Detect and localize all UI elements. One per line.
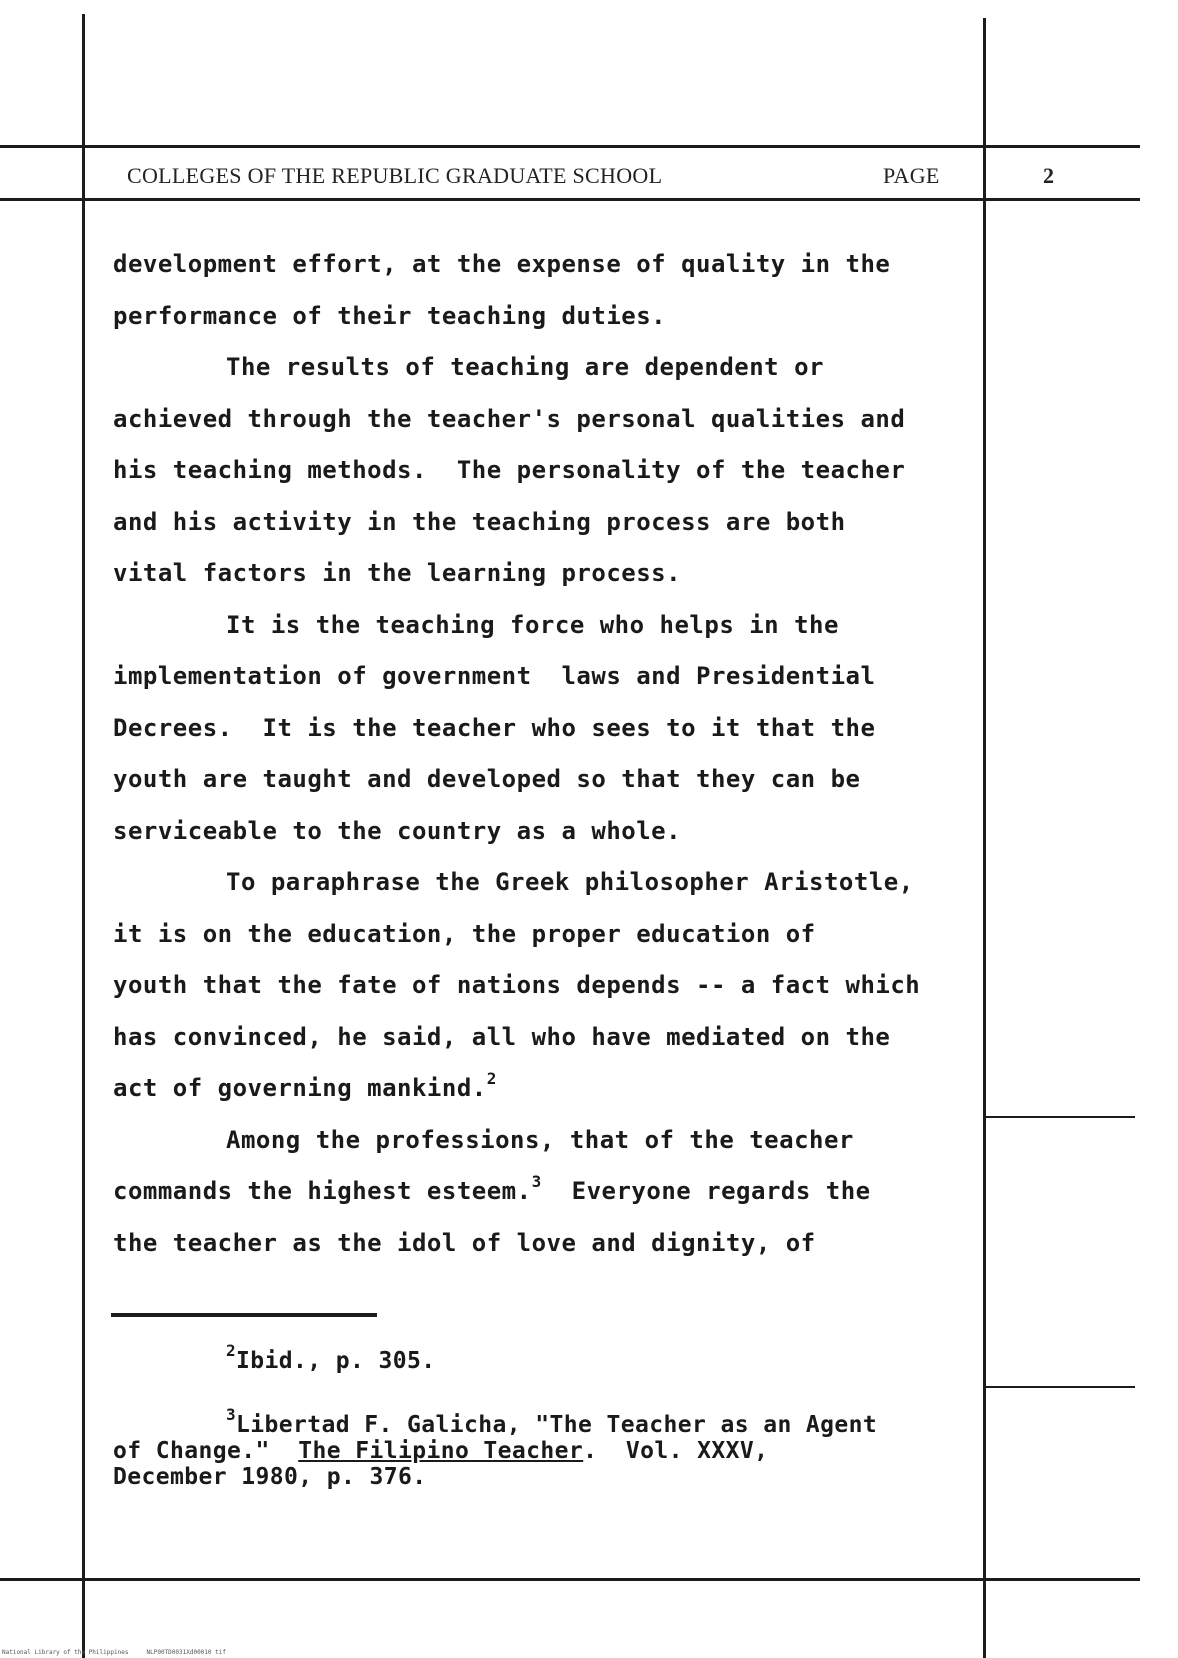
body-line-9: implementation of government laws and Presidential — [113, 662, 876, 690]
body-line-12: serviceable to the country as a whole. — [113, 817, 682, 845]
body-line-11: youth are taught and developed so that they can be — [113, 765, 861, 793]
body-line-17 — [113, 1069, 497, 1102]
body-line-10: Decrees. It is the teacher who sees to it that the — [113, 714, 876, 742]
body-line-17-text: act of governing mankind. — [113, 1074, 487, 1102]
footnote-2-text: Ibid., p. 305. — [236, 1348, 436, 1374]
footnote-3-marker: 3 — [226, 1405, 237, 1424]
body-line-1: development effort, at the expense of quality in the — [113, 250, 891, 278]
page-header-label: PAGE — [883, 163, 940, 188]
page-number: 2 — [1043, 163, 1054, 188]
footnote-3-line-3: December 1980, p. 376. — [113, 1464, 427, 1490]
footnote-2-marker: 2 — [226, 1341, 237, 1360]
right-column-rule-lower — [985, 1386, 1135, 1388]
body-line-19-tail: Everyone regards the — [541, 1177, 871, 1205]
body-line-14: it is on the education, the proper education of — [113, 920, 816, 948]
footnote-3-journal-title: The Filipino Teacher — [298, 1438, 584, 1464]
body-line-19-text: commands the highest esteem. — [113, 1177, 532, 1205]
body-line-5: his teaching methods. The personality of the teacher — [113, 456, 906, 484]
body-line-3: The results of teaching are dependent or — [226, 353, 824, 381]
footnote-3-line-2b: . Vol. XXXV, — [583, 1438, 769, 1464]
footer-rule — [0, 1578, 1140, 1581]
footnote-ref-3: 3 — [531, 1172, 542, 1191]
page-header-title: COLLEGES OF THE REPUBLIC GRADUATE SCHOOL — [127, 163, 663, 188]
body-line-2: performance of their teaching duties. — [113, 302, 667, 330]
body-line-18: Among the professions, that of the teacher — [226, 1126, 854, 1154]
body-line-20: the teacher as the idol of love and dignity, of — [113, 1229, 816, 1257]
footnote-3-line-2a: of Change." — [113, 1438, 299, 1464]
right-column-rule-upper — [985, 1116, 1135, 1118]
header-top-rule — [0, 145, 1140, 148]
body-line-15: youth that the fate of nations depends -- a fact which — [113, 971, 921, 999]
body-line-8: It is the teaching force who helps in the — [226, 611, 839, 639]
scan-label: National Library of the Philippines NLP00TD0031Xd00010 tif — [2, 1649, 226, 1656]
footnote-3-line-2 — [113, 1438, 768, 1464]
footnote-ref-2: 2 — [486, 1069, 497, 1088]
footnote-3-text: Libertad F. Galicha, "The Teacher as an Agent — [236, 1412, 878, 1438]
footnote-3-line-1 — [226, 1405, 878, 1438]
footnote-separator — [111, 1313, 377, 1317]
body-line-16: has convinced, he said, all who have mediated on the — [113, 1023, 891, 1051]
body-line-4: achieved through the teacher's personal qualities and — [113, 405, 906, 433]
body-line-6: and his activity in the teaching process are both — [113, 508, 846, 536]
body-line-13: To paraphrase the Greek philosopher Aristotle, — [226, 868, 914, 896]
right-margin-rule — [983, 18, 986, 1658]
footnote-2 — [226, 1341, 436, 1374]
body-line-19 — [113, 1172, 871, 1205]
body-line-7: vital factors in the learning process. — [113, 559, 682, 587]
left-margin-rule — [82, 14, 85, 1658]
header-bottom-rule — [0, 198, 1140, 201]
